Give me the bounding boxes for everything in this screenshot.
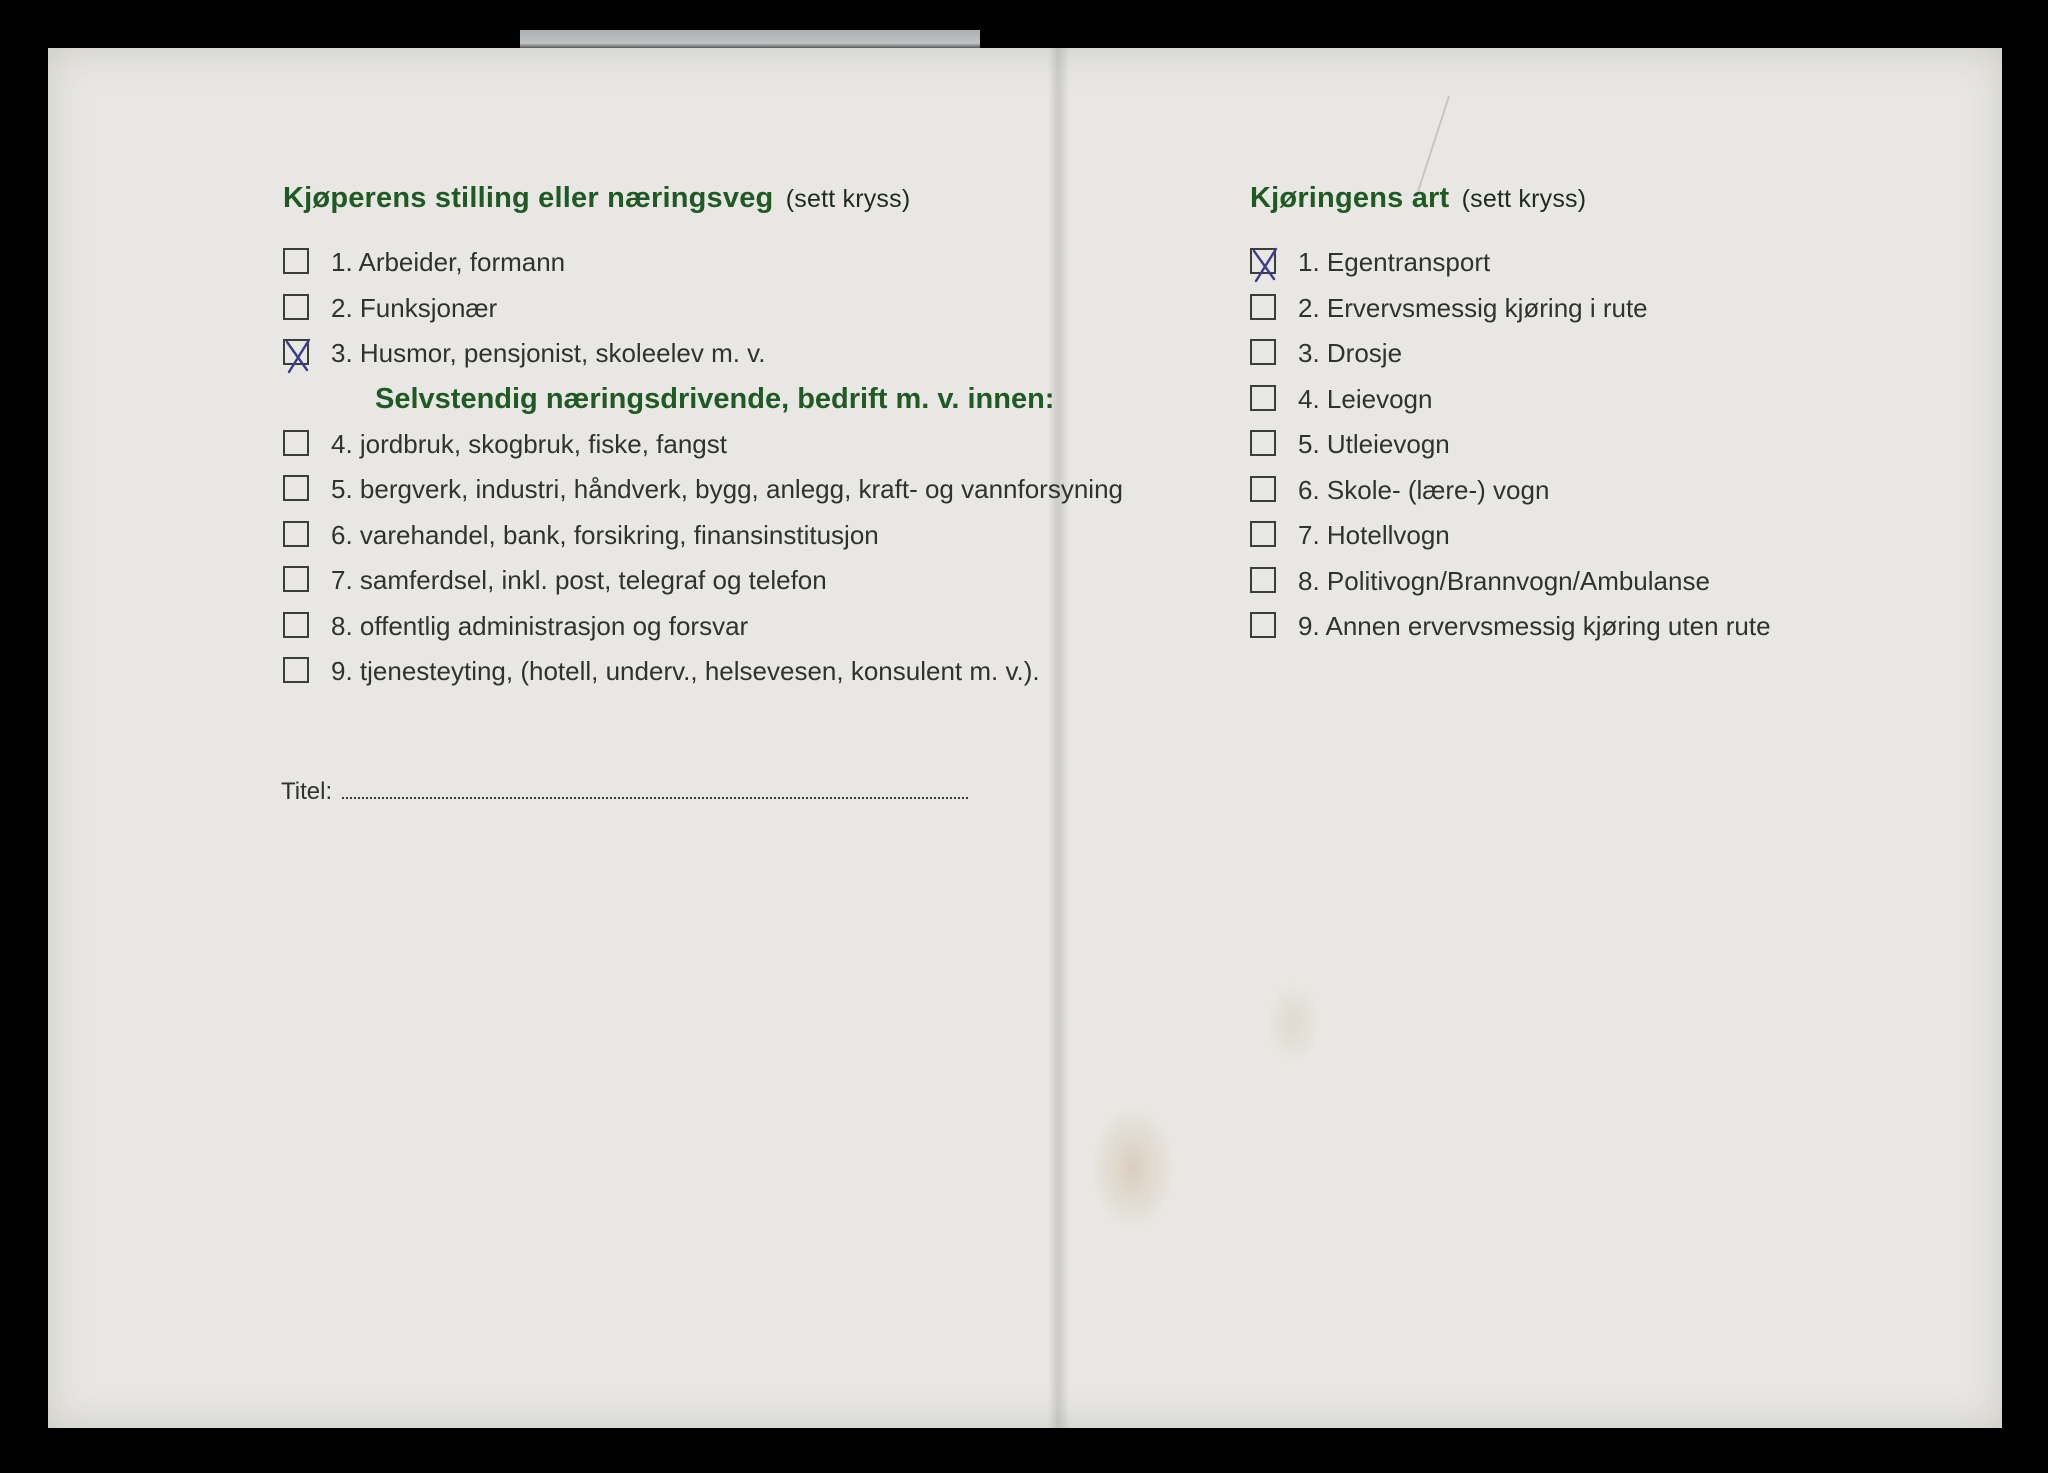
buyer-occupation-section	[283, 178, 1243, 695]
checkbox-option[interactable]	[1250, 468, 1870, 514]
checkbox[interactable]	[283, 294, 309, 320]
checkbox-option[interactable]	[1250, 240, 1870, 286]
checkbox-option[interactable]	[283, 604, 1243, 650]
option-label: 8. Politivogn/Brannvogn/Ambulanse	[1298, 565, 1710, 596]
checkbox[interactable]	[1250, 612, 1276, 638]
checkbox[interactable]	[283, 430, 309, 456]
driving-type-heading	[1250, 178, 1870, 218]
buyer-occupation-list-a	[283, 240, 1243, 377]
tape-strip	[520, 30, 980, 52]
cross-mark-icon	[281, 336, 317, 376]
checkbox[interactable]	[1250, 339, 1276, 365]
checkbox-option[interactable]	[1250, 331, 1870, 377]
option-label: 4. Leievogn	[1298, 383, 1433, 414]
option-label: 7. samferdsel, inkl. post, telegraf og telefon	[331, 565, 827, 595]
checkbox-option[interactable]	[1250, 286, 1870, 332]
option-label: 4. jordbruk, skogbruk, fiske, fangst	[331, 428, 727, 459]
buyer-occupation-heading-text: Kjøperens stilling eller næringsveg	[283, 182, 774, 214]
checkbox[interactable]	[283, 475, 309, 501]
option-label: 2. Funksjonær	[331, 292, 498, 323]
driving-type-list	[1250, 240, 1870, 650]
title-label: Titel:	[281, 778, 333, 805]
checkbox[interactable]	[1250, 521, 1276, 547]
checkbox[interactable]	[283, 657, 309, 683]
checkbox-option[interactable]	[283, 286, 1243, 332]
checkbox-option[interactable]	[1250, 604, 1870, 650]
driving-type-heading-note: (sett kryss)	[1461, 185, 1587, 213]
checkbox-option[interactable]	[283, 558, 1243, 604]
checkbox[interactable]	[1250, 430, 1276, 456]
checkbox-checked[interactable]	[1250, 248, 1276, 274]
checkbox[interactable]	[1250, 385, 1276, 411]
checkbox[interactable]	[283, 248, 309, 274]
checkbox-option[interactable]	[1250, 422, 1870, 468]
checkbox[interactable]	[1250, 567, 1276, 593]
self-employed-subheading: Selvstendig næringsdrivende, bedrift m. v. innen:	[375, 382, 1055, 415]
option-label: 6. varehandel, bank, forsikring, finansinstitusjon	[331, 519, 879, 550]
checkbox-option[interactable]	[283, 649, 1243, 695]
buyer-occupation-list-b	[283, 422, 1243, 695]
checkbox-option[interactable]	[1250, 377, 1870, 423]
checkbox-option[interactable]	[283, 467, 1243, 513]
checkbox-option[interactable]	[283, 422, 1243, 468]
title-dotted-line[interactable]	[342, 783, 968, 799]
checkbox[interactable]	[283, 521, 309, 547]
option-label: 3. Husmor, pensjonist, skoleelev m. v.	[331, 338, 766, 368]
option-label: 6. Skole- (lære-) vogn	[1298, 474, 1550, 505]
checkbox[interactable]	[283, 612, 309, 638]
checkbox-checked[interactable]	[283, 339, 309, 365]
checkbox[interactable]	[283, 566, 309, 592]
checkbox-option[interactable]	[1250, 513, 1870, 559]
checkbox[interactable]	[1250, 476, 1276, 502]
driving-type-section	[1250, 178, 1870, 650]
checkbox-option[interactable]	[283, 331, 1243, 377]
checkbox[interactable]	[1250, 294, 1276, 320]
option-label: 5. bergverk, industri, håndverk, bygg, anlegg, kraft- og vannforsyning	[331, 474, 1123, 504]
buyer-occupation-heading	[283, 178, 1243, 218]
option-label: 9. Annen ervervsmessig kjøring uten rute	[1298, 611, 1771, 641]
cross-mark-icon	[1248, 245, 1284, 285]
option-label: 9. tjenesteyting, (hotell, underv., helsevesen, konsulent m. v.).	[331, 656, 1040, 686]
title-field[interactable]	[281, 778, 968, 806]
option-label: 1. Arbeider, formann	[331, 247, 566, 277]
checkbox-option[interactable]	[283, 513, 1243, 559]
option-label: 8. offentlig administrasjon og forsvar	[331, 610, 749, 641]
checkbox-option[interactable]	[283, 240, 1243, 286]
option-label: 7. Hotellvogn	[1298, 520, 1450, 550]
option-label: 1. Egentransport	[1298, 247, 1491, 277]
option-label: 2. Ervervsmessig kjøring i rute	[1298, 292, 1648, 323]
checkbox-option[interactable]	[1250, 559, 1870, 605]
option-label: 3. Drosje	[1298, 338, 1403, 368]
option-label: 5. Utleievogn	[1298, 429, 1450, 459]
driving-type-heading-text: Kjøringens art	[1250, 182, 1450, 214]
buyer-occupation-heading-note: (sett kryss)	[785, 185, 911, 213]
